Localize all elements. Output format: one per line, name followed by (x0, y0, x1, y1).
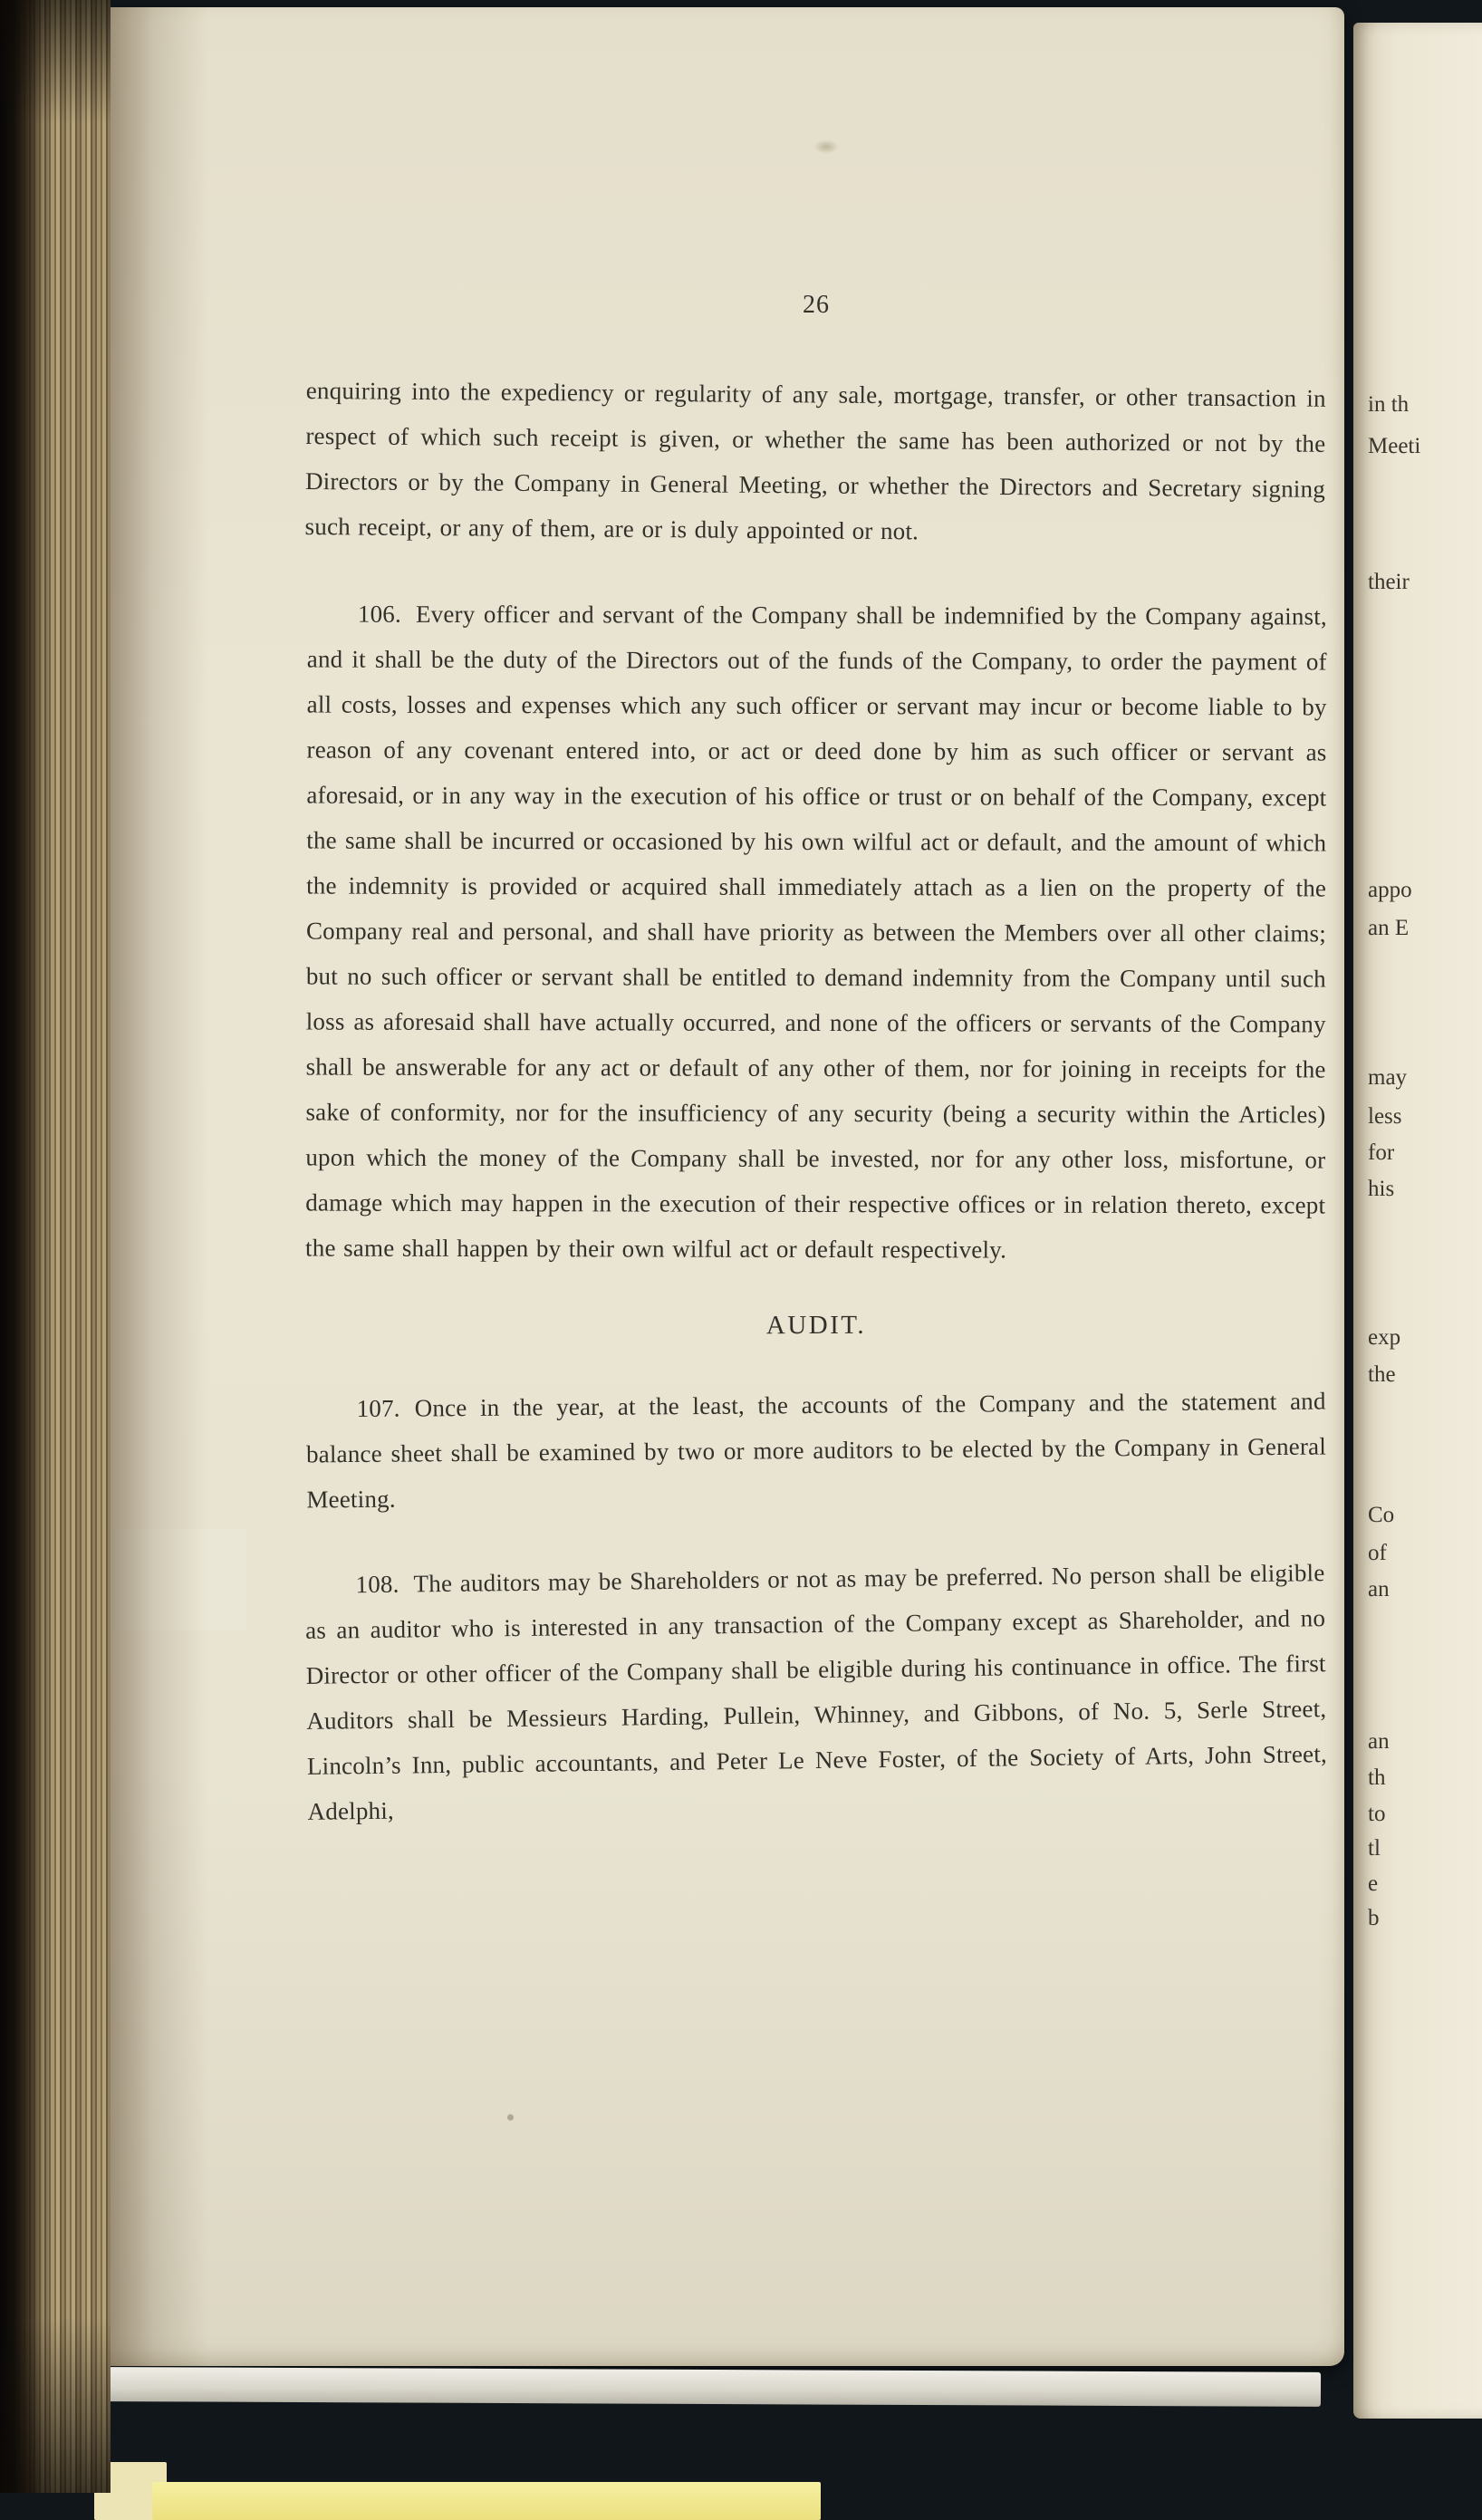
book-binding (0, 0, 111, 2493)
clause-number: 107. (356, 1394, 400, 1422)
margin-note-fragment: may (1368, 1065, 1408, 1090)
margin-note-fragment: of (1368, 1541, 1387, 1565)
left-page (51, 7, 1344, 2366)
section-heading-audit: AUDIT. (765, 1310, 867, 1341)
clause-text: The auditors may be Shareholders or not as may be preferred. No person shall be eligible as an auditor who is interested in any transaction of the Company except as Shareholder, and no Director or other officer of the Company shall be eligible during his continuance in office. The first Auditors shall be Messieurs Harding, Pullein, Whinney, and Gibbons, of No. 5, Serle Street, Lincoln’s Inn, public accountants, and Peter Le Neve Foster, of the Society of Arts, John Street, Adelphi, (304, 1559, 1328, 1825)
margin-note-fragment: an (1368, 1729, 1390, 1754)
margin-note-fragment: for (1368, 1140, 1395, 1165)
clause-number: 106. (357, 600, 402, 628)
paragraph-107 (305, 1379, 1326, 1523)
stain-mark (813, 139, 839, 154)
clause-text: Once in the year, at the least, the accounts of the Company and the statement and balance sheet shall be examined by two or more auditors to be elected by the Company in General Meeting. (305, 1387, 1327, 1514)
binding-shadow (109, 7, 208, 2366)
margin-note-fragment: an (1368, 1577, 1390, 1601)
margin-note-fragment: their (1368, 570, 1410, 594)
margin-note-fragment: exp (1368, 1325, 1401, 1350)
margin-note-fragment: an E (1368, 916, 1410, 940)
paragraph-continuation: enquiring into the expediency or regularity of any sale, mortgage, transfer, or other transaction in respect of which such receipt is given, or whether the same has been authorized or not by the Directors or by the Company in General Meeting, or whether the Directors and Secretary signing such receipt, or any of them, are or is duly appointed or not. (304, 376, 1326, 545)
margin-note-fragment: b (1368, 1906, 1380, 1930)
right-page-edge (1353, 23, 1482, 2419)
margin-note-fragment: tl (1368, 1836, 1381, 1861)
margin-note-fragment: his (1368, 1177, 1395, 1201)
page-content (306, 290, 1326, 1828)
margin-note-fragment: appo (1368, 878, 1412, 902)
margin-note-fragment: th (1368, 1765, 1386, 1790)
margin-note-fragment: less (1368, 1104, 1402, 1129)
paragraph-106 (305, 592, 1327, 1274)
margin-note-fragment: to (1368, 1802, 1386, 1826)
page-number: 26 (803, 291, 830, 319)
paragraph-108 (304, 1550, 1328, 1834)
stain-mark (507, 2114, 514, 2121)
margin-note-fragment: e (1368, 1871, 1379, 1896)
margin-note-fragment: in th (1368, 392, 1410, 417)
clause-text: Every officer and servant of the Company shall be indemnified by the Company against, and it shall be the duty of the Directors out of the funds of the Company, to order the payment of all costs, losses and expenses which any such officer or servant may incur or become liable to by reason of any covenant entered into, or act or deed done by him as such officer or servant as aforesaid, or in any way in the execution of his office or trust or on behalf of the Company, except the same shall be incurred or occasioned by his own wilful act or default, and the amount of which the indemnity is provided or acquired shall immediately attach as a lien on the property of the Company real and personal, and shall have priority as between the Members over all other claims; but no such officer or servant shall be entitled to demand indemnity from the Company until such loss as aforesaid shall have actually occurred, and none of the officers or servants of the Company shall be answerable for any act or default of any other of them, nor for joining in receipts for the sake of conformity, nor for the insufficiency of any security (being a security within the Articles) upon which the money of the Company shall be invested, nor for any other loss, misfortune, or damage which may happen in the execution of their respective offices or in relation thereto, except the same shall happen by their own wilful act or default respectively. (305, 600, 1327, 1264)
clause-number: 108. (355, 1570, 399, 1599)
page-stack-edge (107, 2367, 1321, 2407)
sticky-note (152, 2482, 821, 2520)
margin-note-fragment: the (1368, 1362, 1396, 1387)
margin-note-fragment: Meeti (1368, 434, 1421, 458)
margin-note-fragment: Co (1368, 1503, 1395, 1527)
